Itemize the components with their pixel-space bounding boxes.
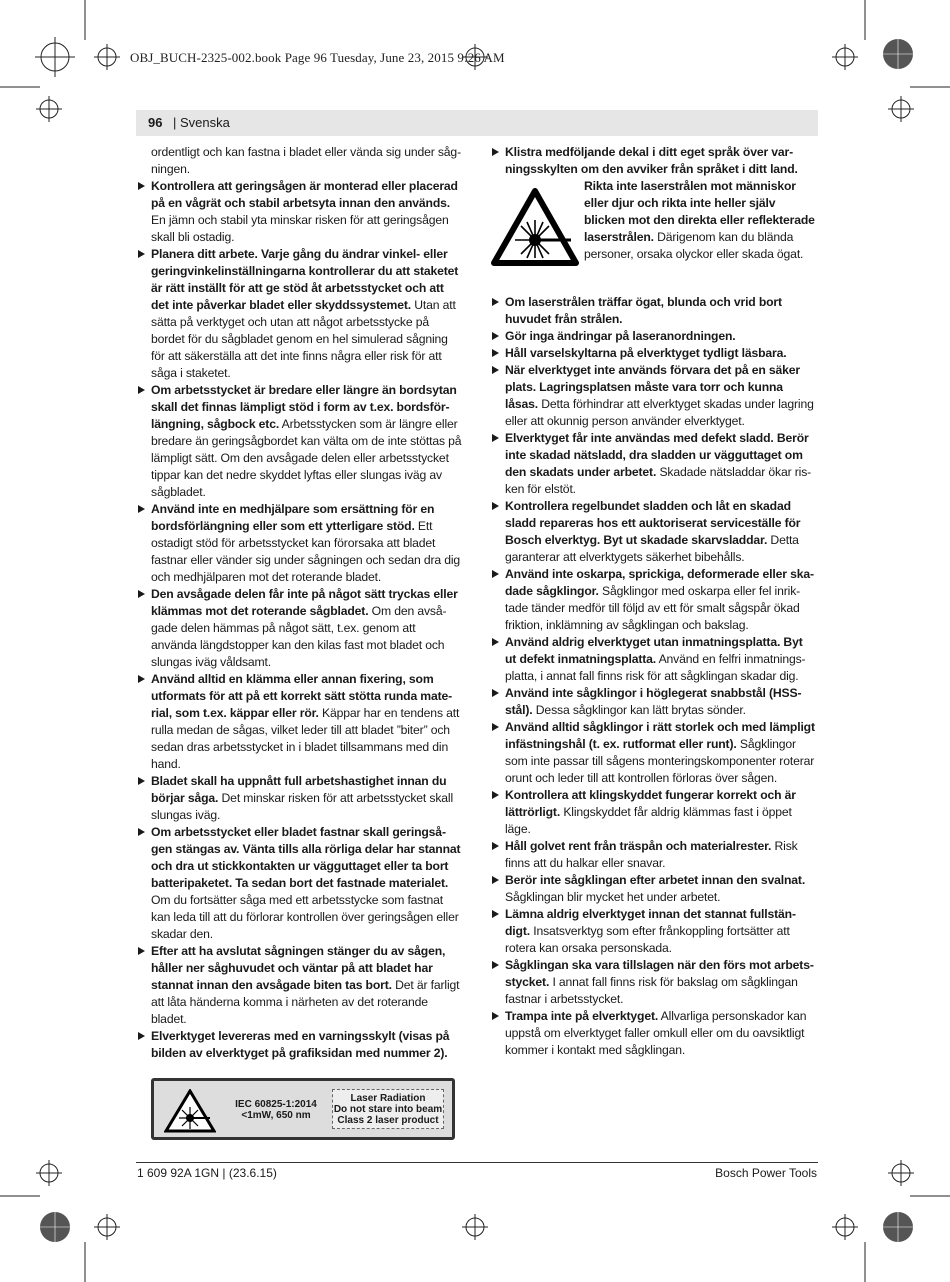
list-item: Använd inte oskarpa, sprickiga, deformerade eller skadade sågklingor. Sågklingor med oskarpa eller fel inriktade tänder medför till följd av ett för smalt sågspår ökad friktion, inklämning av sågklingan och bakslag.	[491, 566, 816, 634]
list-item: Lämna aldrig elverktyget innan det stannat fullständigt. Insatsverktyg som efter frånkoppling fortsätter att rotera kan orsaka personskada.	[491, 906, 816, 957]
list-item: Kontrollera att klingskyddet fungerar korrekt och är lättrörligt. Klingskyddet får aldrig klämmas fast i öppet läge.	[491, 787, 816, 838]
list-item: Efter att ha avslutat sågningen stänger du av sågen, håller ner såghuvudet och väntar på att bladet har stannat innan den avsågade biten tas bort. Det är farligt att låta händerna komma i närheten av det roterande bladet.	[137, 943, 462, 1028]
list-item: ordentligt och kan fastna i bladet eller vända sig under sågningen.	[151, 145, 462, 176]
list-item: Kontrollera regelbundet sladden och låt en skadad sladd repareras hos ett auktoriserat serviceställe för Bosch elverktyg. Byt ut skadade skarvsladdar. Detta garanterar att elverktygets säkerhet bibehålls.	[491, 498, 816, 566]
list-item: Klistra medföljande dekal i ditt eget språk över varningsskylten om den avviker från språket i ditt land.	[491, 144, 816, 178]
laser-standard: IEC 60825-1:2014 <1mW, 650 nm	[235, 1099, 317, 1121]
list-item: Bladet skall ha uppnått full arbetshastighet innan du börjar såga. Det minskar risken för att arbetsstycket skall slungas iväg.	[137, 773, 462, 824]
list-item: Elverktyget får inte användas med defekt sladd. Berör inte skadad nätsladd, dra sladden ur vägguttaget om den skadats under arbetet. Skadade nätsladdar ökar risken för elstöt.	[491, 430, 816, 498]
list-item: Trampa inte på elverktyget. Allvarliga personskador kan uppstå om elverktyget faller omkull eller om du oavsiktligt kommer i kontakt med sågklingan.	[491, 1008, 816, 1059]
list-item: Sågklingan ska vara tillslagen när den förs mot arbetsstycket. I annat fall finns risk för bakslag om sågklingan fastnar i arbetsstycket.	[491, 957, 816, 1008]
list-item: Använd alltid sågklingor i rätt storlek och med lämpligt infästningshål (t. ex. rutformat eller runt). Sågklingor som inte passar till sågens monteringskomponenter roterar orunt och leder till att kontrollen förloras över sågen.	[491, 719, 816, 787]
list-item: Om arbetsstycket är bredare eller längre än bordsytan skall det finnas lämpligt stöd i form av t.ex. bordsförlängning, sågbock etc. Arbetsstycken som är längre eller bredare än geringsågbordet kan välta om de inte stöttas på lämpligt sätt. Om den avsågade delen eller arbetsstycket tippar kan det nedre skyddet lyftas eller slungas iväg av sågbladet.	[137, 382, 462, 501]
footer-rule	[136, 1162, 818, 1163]
list-item: Använd inte en medhjälpare som ersättning för en bordsförlängning eller som ett ytterligare stöd. Ett ostadigt stöd för arbetsstycket kan förorsaka att bladet fastnar eller vänder sig under sågningen och sedan dra dig och medhjälparen mot det roterande bladet.	[137, 501, 462, 586]
list-item: Gör inga ändringar på laseranordningen.	[491, 328, 816, 345]
laser-warning-block	[491, 178, 816, 288]
laser-hazard-icon	[164, 1089, 216, 1133]
list-item: Kontrollera att geringsågen är monterad eller placerad på en vågrät och stabil arbetsyta innan den används. En jämn och stabil yta minskar risken för att geringsågen skall bli ostadig.	[137, 178, 462, 246]
page-language: | Svenska	[173, 115, 230, 130]
left-column	[137, 144, 462, 1062]
list-item: Om arbetsstycket eller bladet fastnar skall geringsågen stängas av. Vänta tills alla rörliga delar har stannat och dra ut stickkontakten ur vägguttaget eller ta bort batteripaketet. Ta sedan bort det fastnade materialet. Om du fortsätter såga med ett arbetsstycke som fastnat kan leda till att du förlorar kontrollen över geringsågen eller skadar den.	[137, 824, 462, 943]
right-column	[491, 144, 816, 1059]
print-header: OBJ_BUCH-2325-002.book Page 96 Tuesday, June 23, 2015 9:26 AM	[130, 50, 505, 65]
list-item: När elverktyget inte används förvara det på en säker plats. Lagringsplatsen måste vara torr och kunna låsas. Detta förhindrar att elverktyget skadas under lagring eller att okunnig person använder elverktyget.	[491, 362, 816, 430]
laser-warning-icon	[491, 188, 579, 266]
page-header	[136, 110, 818, 136]
laser-warning-paragraph: Rikta inte laserstrålen mot människor eller djur och rikta inte heller själv blicken mot den direkta eller reflekterade laserstrålen. Därigenom kan du blända personer, orsaka olyckor eller skada ögat.	[584, 179, 815, 261]
list-item: Elverktyget levereras med en varningsskylt (visas på bilden av elverktyget på grafiksidan med nummer 2).	[137, 1028, 462, 1062]
footer-document-code: 1 609 92A 1GN | (23.6.15)	[137, 1166, 277, 1180]
list-item: Berör inte sågklingan efter arbetet innan den svalnat. Sågklingan blir mycket het under arbetet.	[491, 872, 816, 906]
laser-warning-text: Laser Radiation Do not stare into beam Class 2 laser product	[332, 1089, 444, 1129]
list-item: Om laserstrålen träffar ögat, blunda och vrid bort huvudet från strålen.	[491, 294, 816, 328]
footer-brand: Bosch Power Tools	[715, 1166, 817, 1180]
list-item: Använd aldrig elverktyget utan inmatningsplatta. Byt ut defekt inmatningsplatta. Använd en felfri inmatningsplatta, i annat fall finns risk för att sågklingan skadar dig.	[491, 634, 816, 685]
list-item: Håll varselskyltarna på elverktyget tydligt läsbara.	[491, 345, 816, 362]
laser-warning-label	[151, 1078, 455, 1140]
list-item: Använd alltid en klämma eller annan fixering, som utformats för att på ett korrekt sätt stötta runda material, som t.ex. käppar eller rör. Käppar har en tendens att rulla medan de sågas, vilket leder till att bladet ”biter” och sedan dras arbetsstycket in i bladet tillsammans med din hand.	[137, 671, 462, 773]
list-item: Planera ditt arbete. Varje gång du ändrar vinkel- eller geringvinkelinställningarna kontrollerar du att staketet är rätt inställt för att ge stöd åt arbetsstycket och att det inte påverkar bladet eller skyddssystemet. Utan att sätta på verktyget och utan att något arbetsstycke på bordet för du sågbladet genom en hel simulerad sågning för att säkerställa att det inte finns några eller risk för att såga i staketet.	[137, 246, 462, 382]
list-item: Använd inte sågklingor i höglegerat snabbstål (HSS-stål). Dessa sågklingor kan lätt brytas sönder.	[491, 685, 816, 719]
page-number: 96	[148, 115, 163, 130]
list-item: Håll golvet rent från träspån och materialrester. Risk finns att du halkar eller snavar.	[491, 838, 816, 872]
list-item: Den avsågade delen får inte på något sätt tryckas eller klämmas mot det roterande sågbladet. Om den avsågade delen hämmas på något sätt, t.ex. genom att använda längdstopper kan den kilas fast mot bladet och slungas iväg våldsamt.	[137, 586, 462, 671]
